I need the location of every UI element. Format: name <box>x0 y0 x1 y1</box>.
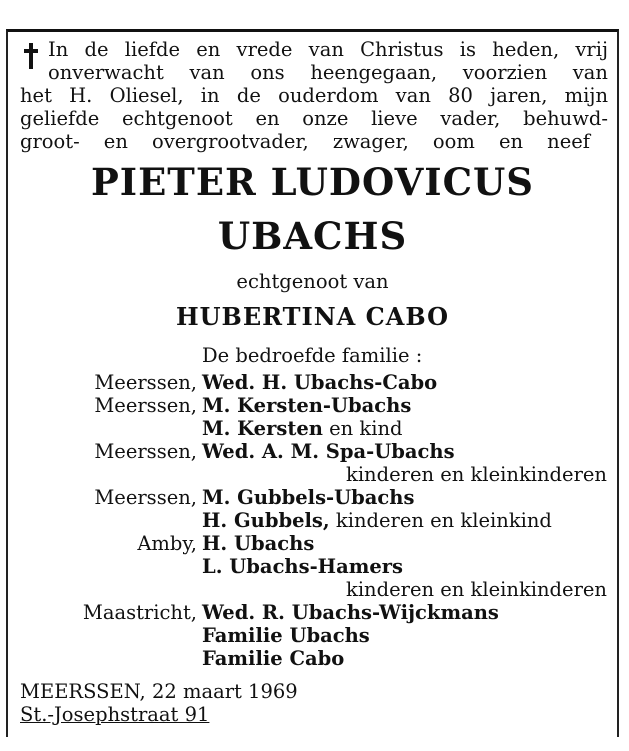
footer-address: St.-Josephstraat 91 <box>20 703 210 726</box>
family-name: H. Gubbels, <box>202 509 330 532</box>
intro-line-3: het H. Oliesel, in de ouderdom van 80 jaren, mijn <box>20 84 608 107</box>
family-name: M. Kersten <box>202 417 323 440</box>
family-name: Wed. A. M. Spa-Ubachs <box>202 440 455 463</box>
family-place: Maastricht, <box>82 601 197 624</box>
family-place: Amby, <box>137 532 197 555</box>
death-notice <box>6 29 619 737</box>
spouse-name: HUBERTINA CABO <box>175 302 450 331</box>
deceased-first-names: PIETER LUDOVICUS <box>90 160 535 204</box>
family-place: Meerssen, <box>94 440 197 463</box>
family-place: Meerssen, <box>94 486 197 509</box>
family-suffix: kinderen en kleinkind <box>329 509 552 532</box>
intro-line-2: onverwacht van ons heengegaan, voorzien van <box>48 61 608 84</box>
deceased-surname: UBACHS <box>217 214 408 258</box>
family-name: M. Gubbels-Ubachs <box>202 486 415 509</box>
cross-icon <box>24 43 38 69</box>
family-name: L. Ubachs-Hamers <box>202 555 404 578</box>
family-name: Familie Cabo <box>202 647 345 670</box>
family-entry <box>202 417 403 440</box>
family-name: Familie Ubachs <box>202 624 370 647</box>
intro-line-4: geliefde echtgenoot en onze lieve vader, behuwd- <box>20 107 608 130</box>
family-entry <box>202 509 552 532</box>
family-sub: kinderen en kleinkinderen <box>346 578 607 601</box>
intro-line-5: groot- en overgrootvader, zwager, oom en neef <box>20 130 590 153</box>
spouse-label: echtgenoot van <box>236 270 389 293</box>
family-name: Wed. H. Ubachs-Cabo <box>202 371 438 394</box>
family-place: Meerssen, <box>94 371 197 394</box>
family-suffix: en kind <box>322 417 403 440</box>
family-place: Meerssen, <box>94 394 197 417</box>
family-name: H. Ubachs <box>202 532 315 555</box>
family-name: Wed. R. Ubachs-Wijckmans <box>202 601 499 624</box>
family-name: M. Kersten-Ubachs <box>202 394 412 417</box>
family-sub: kinderen en kleinkinderen <box>346 463 607 486</box>
intro-line-1: In de liefde en vrede van Christus is heden, vrij <box>48 38 608 61</box>
footer-date: MEERSSEN, 22 maart 1969 <box>20 680 298 703</box>
family-heading: De bedroefde familie : <box>202 344 423 367</box>
